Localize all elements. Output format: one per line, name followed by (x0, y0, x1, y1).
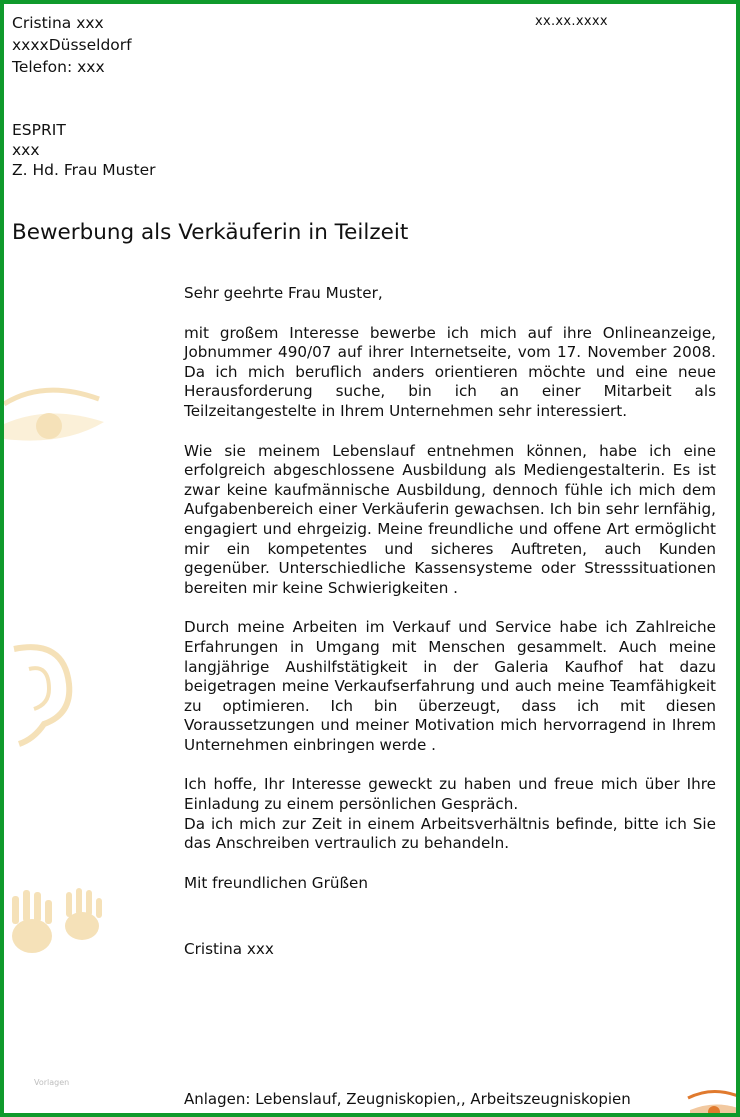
letter-date: xx.xx.xxxx (535, 14, 608, 29)
ear-illustration-icon (4, 639, 79, 749)
letter-subject: Bewerbung als Verkäuferin in Teilzeit (12, 220, 409, 245)
hand-prints-icon (4, 884, 114, 959)
corner-eye-illustration-icon (684, 1084, 740, 1117)
body-paragraph-2: Wie sie meinem Lebenslauf entnehmen können, habe ich eine erfolgreich abgeschlossene Ausbildung als Mediengestalterin. Es ist zwar keine kaufmännische Ausbildung, dennoch fühle ich mich dem Aufgabenbereich einer Verkäuferin gewachsen. Ich bin sehr lernfähig, engagiert und ehrgeizig. Meine freundliche und offene Art ermöglicht mir ein kompetentes und sicheres Auftreten, auch Kunden gegenüber. Unterschiedliche Kassensysteme oder Stresssituationen bereiten mir keine Schwierigkeiten . (184, 441, 716, 597)
sender-address (12, 12, 132, 78)
signature-name: Cristina xxx (184, 940, 274, 959)
body-paragraph-3: Durch meine Arbeiten im Verkauf und Service habe ich Zahlreiche Erfahrungen in Umgang mit Menschen gesammelt. Auch meine langjährige Aushilfstätigkeit in der Galeria Kaufhof hat dazu beigetragen meine Verkaufserfahrung und auch meine Teamfähigkeit zu optimieren. Ich bin überzeugt, dass ich mit diesen Voraussetzungen und meiner Motivation mich hervorragend in Ihrem Unternehmen einbringen werde . (184, 618, 716, 754)
watermark-text: Vorlagen (34, 1078, 70, 1087)
sender-phone: Telefon: xxx (12, 58, 105, 76)
attachments-line: Anlagen: Lebenslauf, Zeugniskopien,, Arbeitszeugniskopien (184, 1090, 631, 1108)
sender-name: Cristina xxx (12, 14, 104, 32)
closing-phrase: Mit freundlichen Grüßen (184, 873, 368, 892)
body-paragraph-1: mit großem Interesse bewerbe ich mich auf ihre Onlineanzeige, Jobnummer 490/07 auf ihrer Internetseite, vom 17. November 2008. Da ich mich beruflich anders orientieren möchte und eine neue Herausforderung suche, bin ich an einer Mitarbeit als Teilzeitangestelte in Ihrem Unternehmen sehr interessiert. (184, 323, 716, 420)
recipient-address (12, 120, 156, 180)
recipient-street: xxx (12, 141, 40, 159)
closing-request-text: Ich hoffe, Ihr Interesse geweckt zu haben und freue mich über Ihre Einladung zu einem persönlichen Gespräch. (184, 775, 716, 814)
confidentiality-text: Da ich mich zur Zeit in einem Arbeitsverhältnis befinde, bitte ich Sie das Anschreiben vertraulich zu behandeln. (184, 814, 716, 853)
recipient-company: ESPRIT (12, 121, 66, 139)
eye-illustration-icon (4, 374, 114, 454)
salutation: Sehr geehrte Frau Muster, (184, 284, 383, 302)
recipient-attention: Z. Hd. Frau Muster (12, 161, 156, 179)
sender-city: xxxxDüsseldorf (12, 36, 132, 54)
letter-body (184, 284, 716, 980)
body-paragraph-4 (184, 775, 716, 853)
